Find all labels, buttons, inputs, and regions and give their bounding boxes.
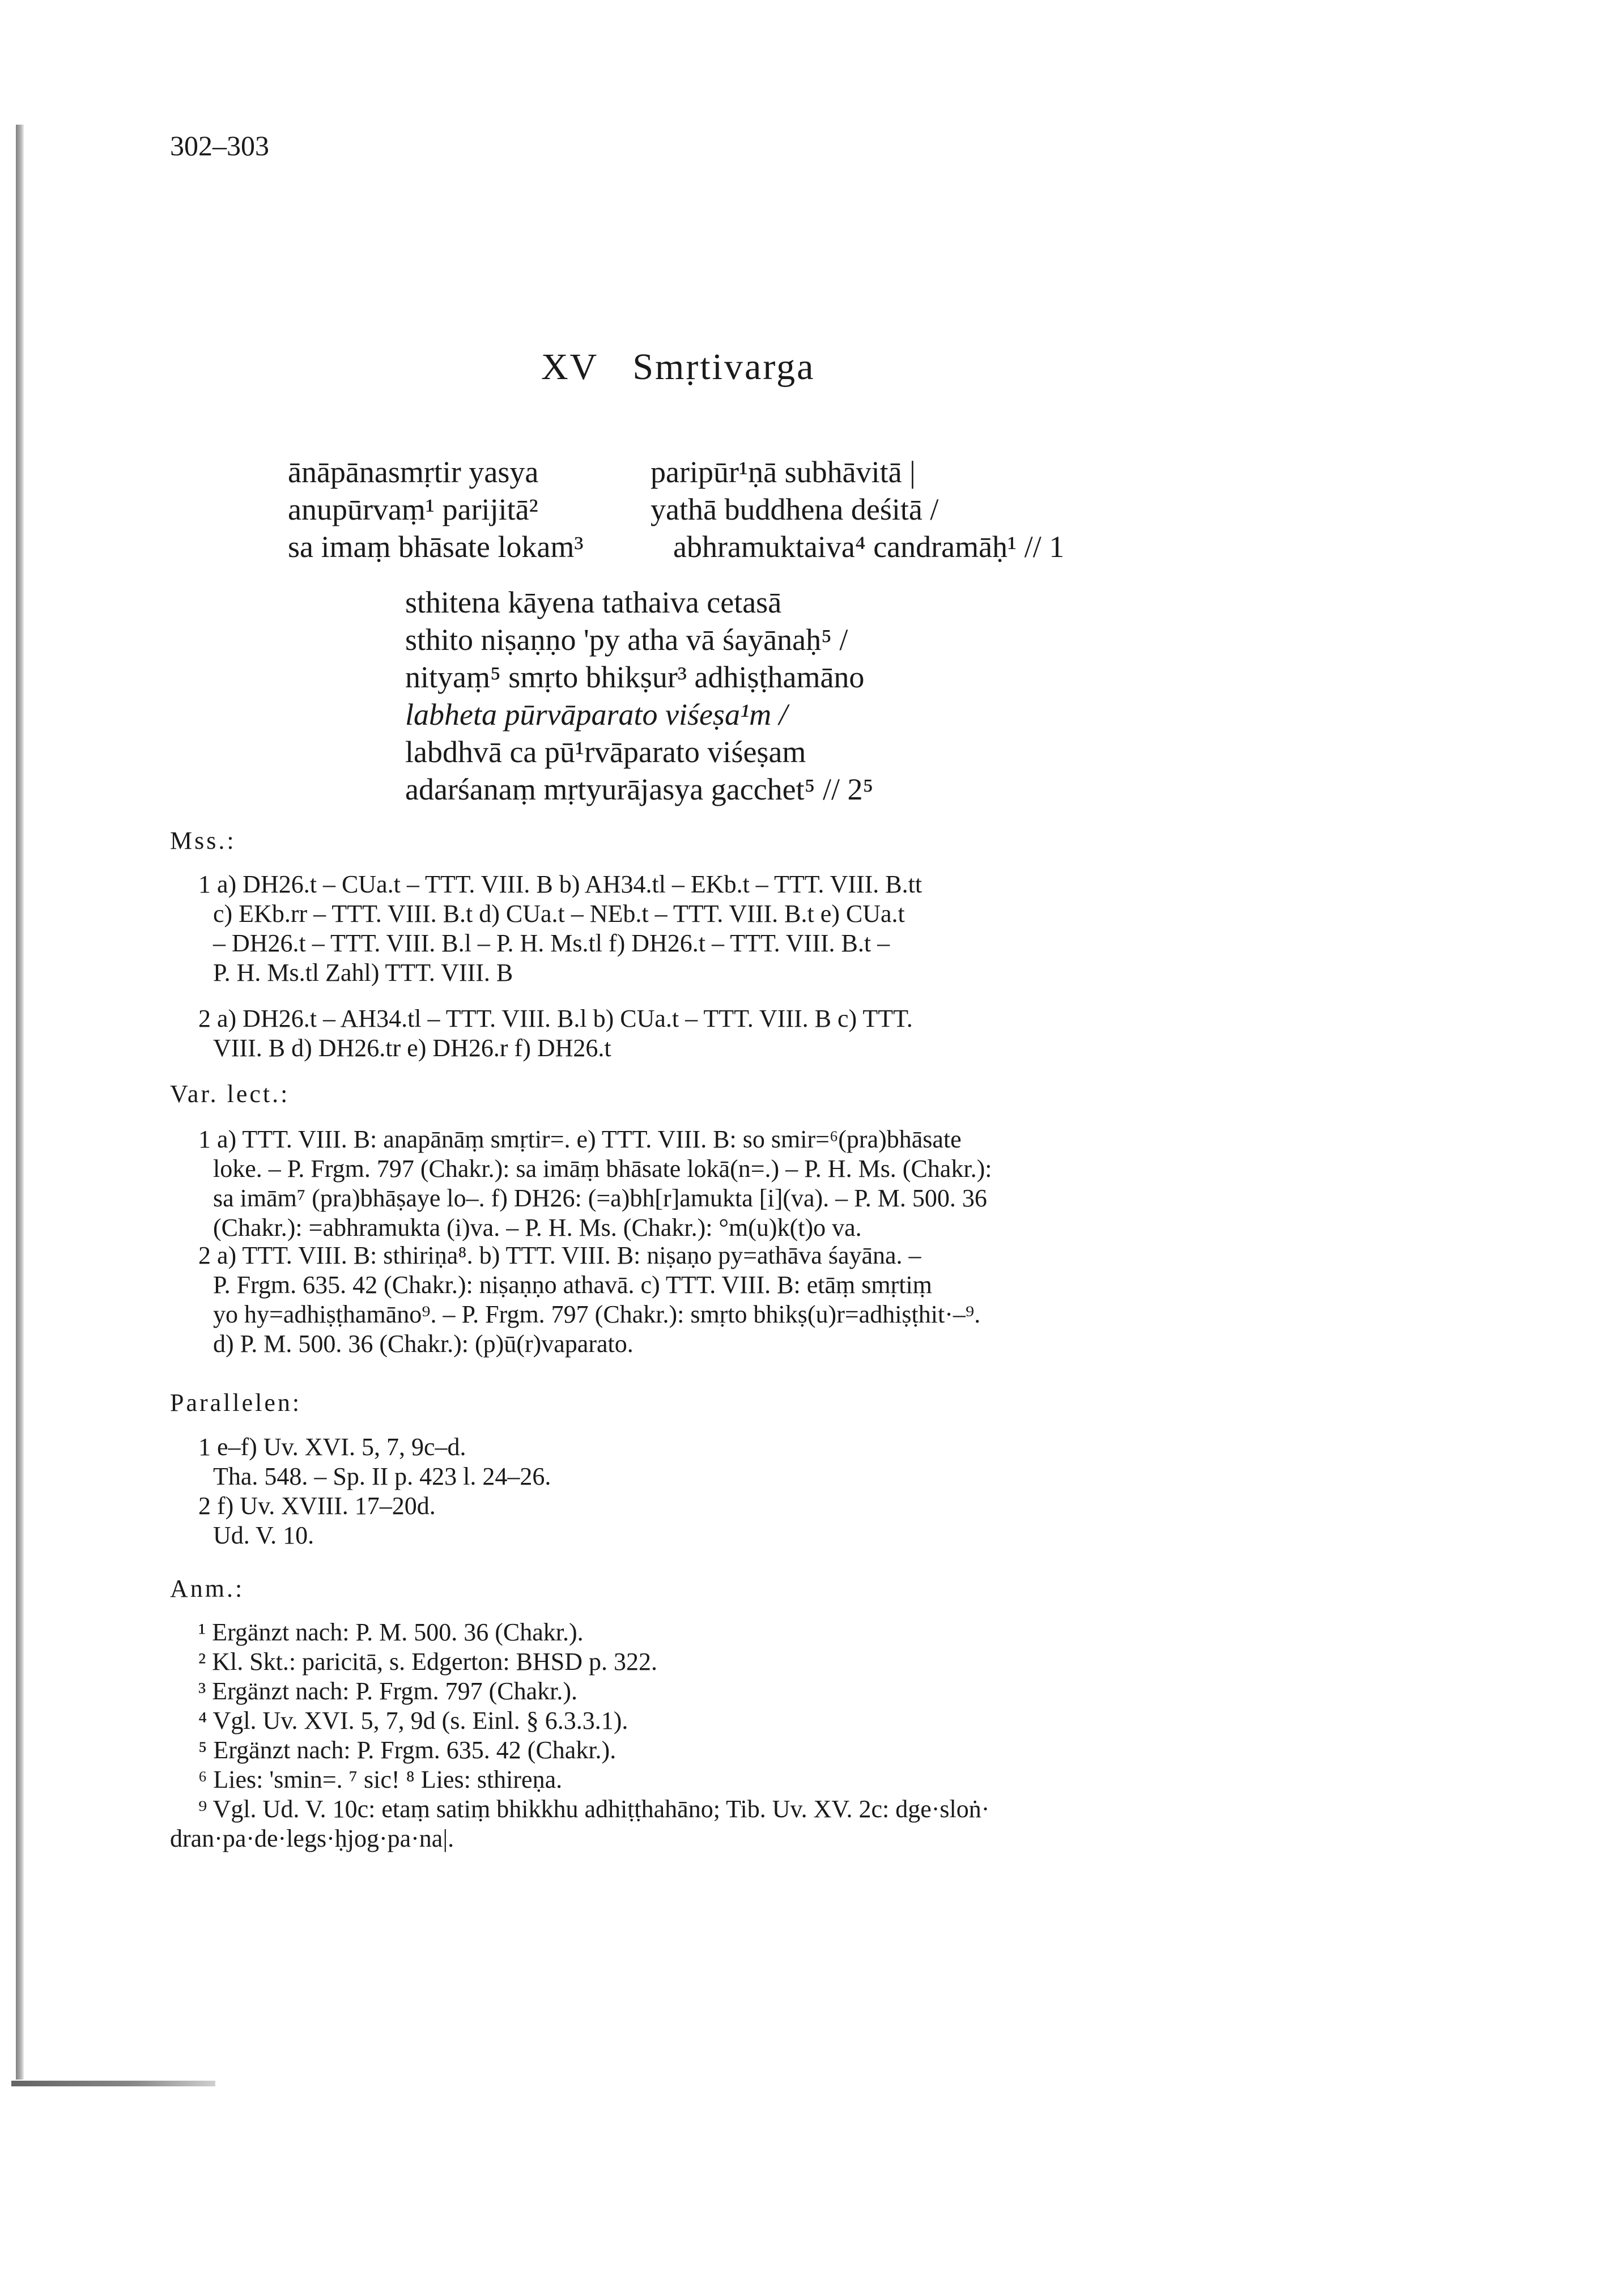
parallelen-line: 1 e–f) Uv. XVI. 5, 7, 9c–d. — [198, 1433, 466, 1461]
mss-line: P. H. Ms.tl Zahl) TTT. VIII. B — [213, 959, 513, 987]
verse-2 — [405, 584, 873, 808]
mss-line: VIII. B d) DH26.tr e) DH26.r f) DH26.t — [213, 1034, 611, 1062]
var-lect-line: yo hy=adhiṣṭhamāno⁹. – P. Frgm. 797 (Chakr.): smṛto bhikṣ(u)r=adhiṣṭhit·–⁹. — [213, 1300, 981, 1328]
anm-notes — [170, 1618, 990, 1853]
mss-line: 2 a) DH26.t – AH34.tl – TTT. VIII. B.l b) CUa.t – TTT. VIII. B c) TTT. — [198, 1005, 913, 1032]
footnote: ⁴ Vgl. Uv. XVI. 5, 7, 9d (s. Einl. § 6.3.3.1). — [198, 1707, 628, 1734]
scan-binding-edge — [16, 125, 24, 2080]
var-lect-entry-2 — [198, 1241, 980, 1359]
chapter-numeral: XV — [541, 346, 599, 388]
parallelen-line: 2 f) Uv. XVIII. 17–20d. — [198, 1492, 436, 1520]
mss-entry-1 — [198, 870, 922, 988]
page-number: 302–303 — [170, 130, 269, 161]
verse-1-pada-b: paripūr¹ṇā subhāvitā | — [651, 455, 916, 489]
footnote: ¹ Ergänzt nach: P. M. 500. 36 (Chakr.). — [198, 1618, 584, 1646]
verse-2-line: sthitena kāyena tathaiva cetasā — [405, 585, 782, 619]
chapter-title: Smṛtivarga — [632, 346, 815, 388]
var-lect-line: 2 a) TTT. VIII. B: sthiriṇa⁸. b) TTT. VIII. B: niṣaṇo py=athāva śayāna. – — [198, 1241, 921, 1269]
verse-1-pada-a: sa imaṃ bhāsate lokam³ — [288, 530, 584, 564]
verse-1-pada-b: abhramuktaiva⁴ candramāḥ¹ // 1 — [673, 530, 1065, 564]
footnote: ⁶ Lies: 'smin=. ⁷ sic! ⁸ Lies: sthireṇa. — [198, 1766, 563, 1793]
footnote: dran·pa·de·legs·ḥjog·pa·na|. — [170, 1825, 454, 1852]
verse-1-pada-a: ānāpānasmṛtir yasya — [288, 455, 539, 489]
anm-label: Anm.: — [170, 1575, 245, 1602]
var-lect-line: (Chakr.): =abhramukta (i)va. – P. H. Ms. (Chakr.): °m(u)k(t)o va. — [213, 1214, 862, 1241]
var-lect-line: d) P. M. 500. 36 (Chakr.): (p)ū(r)vaparato. — [213, 1330, 634, 1358]
mss-entry-2 — [198, 1004, 913, 1063]
mss-label: Mss.: — [170, 827, 236, 854]
verse-2-line: labdhvā ca pū¹rvāparato viśeṣam — [405, 735, 806, 769]
var-lect-line: P. Frgm. 635. 42 (Chakr.): niṣaṇṇo athavā. c) TTT. VIII. B: etāṃ smṛtiṃ — [213, 1271, 932, 1299]
verse-1-pada-a: anupūrvaṃ¹ parijitā² — [288, 492, 538, 526]
var-lect-line: loke. – P. Frgm. 797 (Chakr.): sa imāṃ bhāsate lokā(n=.) – P. H. Ms. (Chakr.): — [213, 1155, 992, 1183]
verse-2-line: sthito niṣaṇṇo 'py atha vā śayānaḥ⁵ / — [405, 623, 848, 657]
mss-line: c) EKb.rr – TTT. VIII. B.t d) CUa.t – NEb.t – TTT. VIII. B.t e) CUa.t — [213, 900, 905, 928]
footnote: ² Kl. Skt.: paricitā, s. Edgerton: BHSD p. 322. — [198, 1648, 658, 1676]
var-lect-entry-1 — [198, 1125, 992, 1243]
verse-2-line: nityaṃ⁵ smṛto bhikṣur³ adhiṣṭhamāno — [405, 660, 865, 694]
parallelen-entry-2 — [198, 1491, 436, 1550]
parallelen-line: Ud. V. 10. — [213, 1521, 314, 1549]
verse-1-pada-b: yathā buddhena deśitā / — [651, 492, 939, 526]
verse-2-line: adarśanaṃ mṛtyurājasya gacchet⁵ // 2⁵ — [405, 772, 874, 806]
footnote: ⁵ Ergänzt nach: P. Frgm. 635. 42 (Chakr.). — [198, 1736, 617, 1764]
var-lect-line: 1 a) TTT. VIII. B: anapānāṃ smṛtir=. e) TTT. VIII. B: so smir=⁶(pra)bhāsate — [198, 1125, 962, 1153]
chapter-heading — [541, 346, 815, 389]
mss-line: 1 a) DH26.t – CUa.t – TTT. VIII. B b) AH34.tl – EKb.t – TTT. VIII. B.tt — [198, 870, 922, 898]
parallelen-entry-1 — [198, 1432, 551, 1491]
parallelen-line: Tha. 548. – Sp. II p. 423 l. 24–26. — [213, 1462, 551, 1490]
footnote: ⁹ Vgl. Ud. V. 10c: etaṃ satiṃ bhikkhu adhiṭṭhahāno; Tib. Uv. XV. 2c: dge·sloṅ· — [198, 1795, 990, 1823]
footnote: ³ Ergänzt nach: P. Frgm. 797 (Chakr.). — [198, 1677, 578, 1705]
verse-2-line: labheta pūrvāparato viśeṣa¹m / — [405, 698, 788, 732]
var-lect-line: sa imām⁷ (pra)bhāṣaye lo–. f) DH26: (=a)bh[r]amukta [i](va). – P. M. 500. 36 — [213, 1184, 987, 1212]
var-lect-label: Var. lect.: — [170, 1080, 290, 1108]
mss-line: – DH26.t – TTT. VIII. B.l – P. H. Ms.tl f) DH26.t – TTT. VIII. B.t – — [213, 929, 890, 957]
parallelen-label: Parallelen: — [170, 1389, 302, 1417]
scan-bottom-mark — [11, 2081, 215, 2086]
